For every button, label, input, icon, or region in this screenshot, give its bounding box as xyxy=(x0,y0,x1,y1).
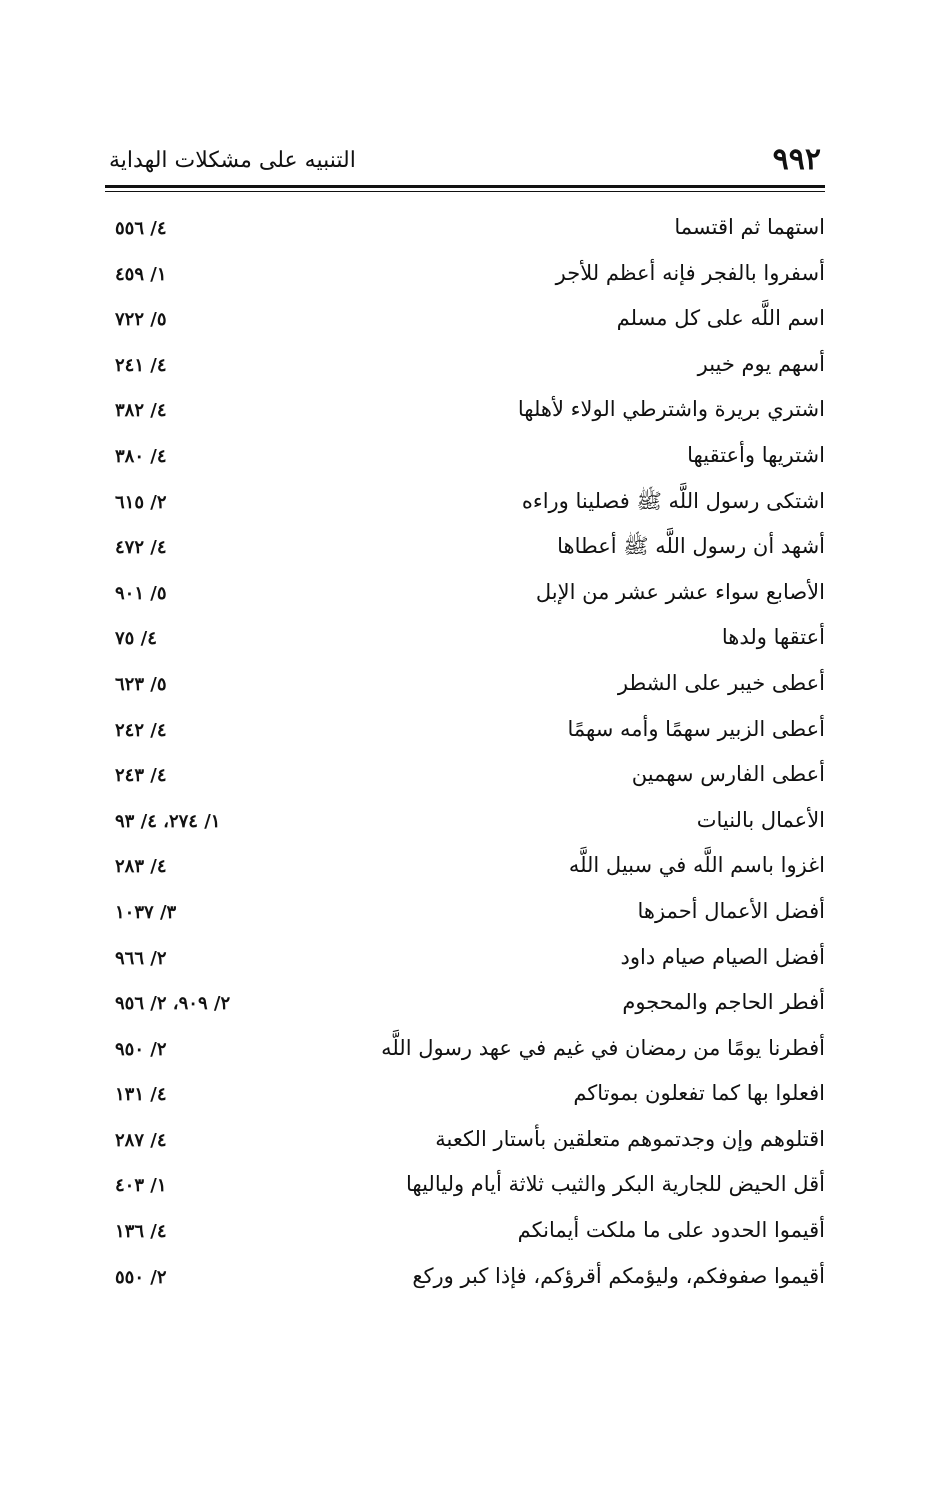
index-entry xyxy=(105,1210,825,1256)
index-entry xyxy=(105,709,825,755)
entry-hadith-text: اشتري بريرة واشترطي الولاء لأهلها xyxy=(517,397,825,422)
index-entry xyxy=(105,754,825,800)
entry-volume-page-ref: ٤/ ٢٨٧ xyxy=(115,1129,167,1151)
index-entry xyxy=(105,982,825,1028)
running-title: التنبيه على مشكلات الهداية xyxy=(109,148,356,173)
entry-hadith-text: أعتقها ولدها xyxy=(721,625,825,650)
index-entry xyxy=(105,481,825,527)
entry-hadith-text: استهما ثم اقتسما xyxy=(674,215,825,239)
hadith-index-list xyxy=(105,207,825,1301)
index-entry xyxy=(105,1073,825,1119)
entry-volume-page-ref: ٤/ ٢٤١ xyxy=(115,354,167,376)
entry-hadith-text: أعطى الفارس سهمين xyxy=(631,762,825,787)
entry-hadith-text: اسم اللَّه على كل مسلم xyxy=(616,306,825,331)
index-entry xyxy=(105,572,825,618)
entry-hadith-text: أقل الحيض للجارية البكر والثيب ثلاثة أيام ولياليها xyxy=(406,1172,825,1197)
index-entry xyxy=(105,435,825,481)
entry-volume-page-ref: ٤/ ١٣٦ xyxy=(115,1221,167,1243)
entry-volume-page-ref: ٢/ ٩٥٠ xyxy=(115,1038,167,1060)
index-entry xyxy=(105,663,825,709)
index-entry xyxy=(105,617,825,663)
index-entry xyxy=(105,207,825,253)
entry-volume-page-ref: ٤/ ٤٧٢ xyxy=(115,537,167,559)
header-rule-thin xyxy=(105,191,825,192)
entry-hadith-text: الأعمال بالنيات xyxy=(696,807,825,832)
entry-hadith-text: أشهد أن رسول اللَّه ﷺ أعطاها xyxy=(557,534,825,559)
entry-hadith-text: افعلوا بها كما تفعلون بموتاكم xyxy=(573,1081,825,1106)
entry-volume-page-ref: ٤/ ٣٨٢ xyxy=(115,400,167,422)
entry-hadith-text: أفضل الصيام صيام داود xyxy=(620,944,825,969)
entry-hadith-text: الأصابع سواء عشر عشر من الإبل xyxy=(535,579,825,604)
index-entry xyxy=(105,253,825,299)
entry-volume-page-ref: ٢/ ٩٠٩، ٢/ ٩٥٦ xyxy=(115,993,231,1015)
index-entry xyxy=(105,845,825,891)
entry-hadith-text: أفطرنا يومًا من رمضان في غيم في عهد رسول اللَّه xyxy=(381,1035,825,1060)
entry-hadith-text: أقيموا صفوفكم، وليؤمكم أقرؤكم، فإذا كبر وركع xyxy=(412,1263,825,1288)
index-entry xyxy=(105,800,825,846)
entry-volume-page-ref: ٥/ ٩٠١ xyxy=(115,582,167,604)
index-entry xyxy=(105,344,825,390)
index-entry xyxy=(105,1119,825,1165)
entry-volume-page-ref: ٤/ ٧٥ xyxy=(115,628,157,650)
entry-hadith-text: اشتكى رسول اللَّه ﷺ فصلينا وراءه xyxy=(521,488,825,513)
entry-volume-page-ref: ٢/ ٩٦٦ xyxy=(115,947,167,969)
entry-volume-page-ref: ٤/ ٢٨٣ xyxy=(115,856,167,878)
entry-volume-page-ref: ٥/ ٦٢٣ xyxy=(115,673,167,695)
index-entry xyxy=(105,298,825,344)
entry-hadith-text: أسفروا بالفجر فإنه أعظم للأجر xyxy=(555,260,825,285)
index-entry xyxy=(105,526,825,572)
entry-volume-page-ref: ٥/ ٧٢٢ xyxy=(115,309,167,331)
index-entry xyxy=(105,389,825,435)
header-rule-thick xyxy=(105,185,825,188)
running-header xyxy=(105,140,825,186)
index-entry xyxy=(105,1256,825,1302)
entry-hadith-text: أسهم يوم خيبر xyxy=(697,351,825,376)
entry-hadith-text: أفطر الحاجم والمحجوم xyxy=(622,990,825,1015)
entry-volume-page-ref: ١/ ٤٠٣ xyxy=(115,1175,167,1197)
entry-hadith-text: اغزوا باسم اللَّه في سبيل اللَّه xyxy=(568,853,825,878)
index-entry xyxy=(105,1028,825,1074)
entry-hadith-text: أعطى خيبر على الشطر xyxy=(617,670,825,695)
entry-volume-page-ref: ٢/ ٥٥٠ xyxy=(115,1266,167,1288)
entry-volume-page-ref: ٣/ ١٠٣٧ xyxy=(115,901,177,923)
index-entry xyxy=(105,1164,825,1210)
entry-volume-page-ref: ٤/ ٣٨٠ xyxy=(115,445,167,467)
page-number: ٩٩٢ xyxy=(772,142,821,177)
index-entry xyxy=(105,937,825,983)
entry-volume-page-ref: ٤/ ٢٤٣ xyxy=(115,765,167,787)
entry-volume-page-ref: ١/ ٢٧٤، ٤/ ٩٣ xyxy=(115,810,221,832)
entry-volume-page-ref: ١/ ٤٥٩ xyxy=(115,263,167,285)
entry-hadith-text: أفضل الأعمال أحمزها xyxy=(637,898,825,923)
index-entry xyxy=(105,891,825,937)
entry-volume-page-ref: ٤/ ٥٥٦ xyxy=(115,218,167,239)
entry-volume-page-ref: ٤/ ٢٤٢ xyxy=(115,719,167,741)
entry-volume-page-ref: ٤/ ١٣١ xyxy=(115,1084,167,1106)
entry-volume-page-ref: ٢/ ٦١٥ xyxy=(115,491,167,513)
entry-hadith-text: أعطى الزبير سهمًا وأمه سهمًا xyxy=(567,716,825,741)
entry-hadith-text: اشتريها وأعتقيها xyxy=(687,442,825,467)
entry-hadith-text: أقيموا الحدود على ما ملكت أيمانكم xyxy=(517,1218,825,1243)
entry-hadith-text: اقتلوهم وإن وجدتموهم متعلقين بأستار الكعبة xyxy=(435,1126,825,1151)
